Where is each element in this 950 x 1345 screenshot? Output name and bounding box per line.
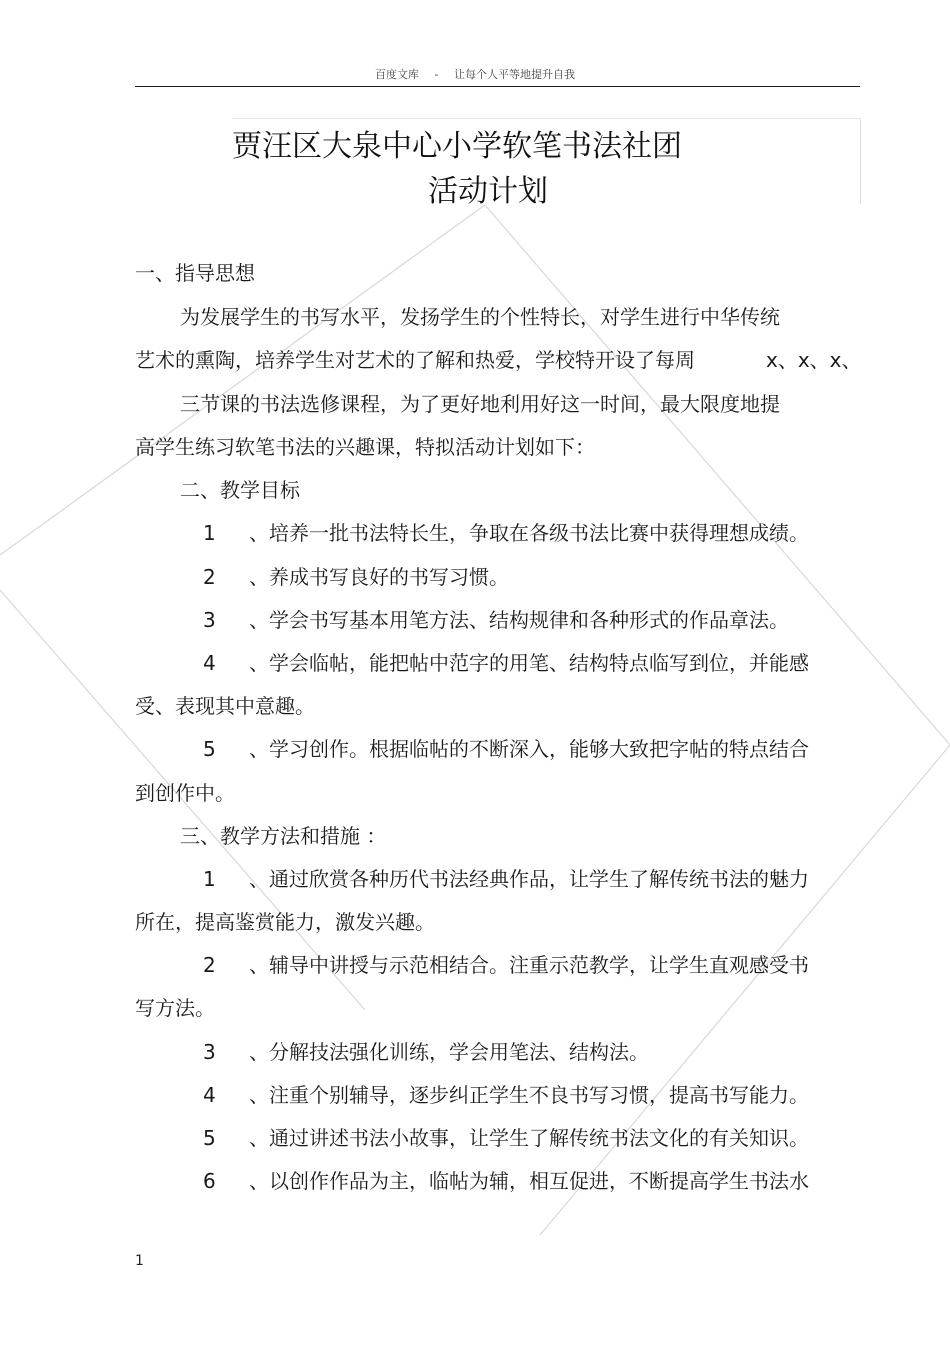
method-number: 1: [203, 867, 216, 891]
document-title: 贾汪区大泉中心小学软笔书法社团: [232, 129, 682, 164]
section1-paragraph-line: 高学生练习软笔书法的兴趣课，特拟活动计划如下：: [135, 435, 595, 459]
goal-item: [203, 521, 809, 545]
page-header: [0, 66, 950, 82]
goal-item: [203, 651, 809, 675]
header-divider: [135, 86, 860, 87]
method-number: 4: [203, 1083, 216, 1107]
header-slogan: 让每个人平等地提升自我: [453, 68, 575, 81]
header-dash: -: [434, 68, 439, 81]
goal-item: [203, 608, 789, 632]
goal-number: 3: [203, 608, 216, 632]
section1-weekdays: x、x、x、: [766, 348, 862, 372]
section2-heading: 二、教学目标: [180, 478, 300, 502]
section1-paragraph-line: 三节课的书法选修课程，为了更好地利用好这一时间，最大限度地提: [180, 392, 780, 416]
method-text: 、辅导中讲授与示范相结合。注重示范教学，让学生直观感受书: [249, 953, 809, 977]
goal-item: [203, 565, 509, 589]
method-number: 3: [203, 1040, 216, 1064]
section1-paragraph-line: 艺术的熏陶，培养学生对艺术的了解和热爱，学校特开设了每周: [135, 348, 695, 372]
goal-text: 、学会书写基本用笔方法、结构规律和各种形式的作品章法。: [249, 608, 789, 632]
page-number: 1: [135, 1253, 144, 1269]
section3-heading: 三、教学方法和措施 ：: [180, 824, 387, 848]
method-number: 2: [203, 953, 216, 977]
method-item: [203, 1040, 649, 1064]
method-continuation: 所在，提高鉴赏能力，激发兴趣。: [135, 910, 435, 934]
goal-continuation: 到创作中。: [135, 781, 235, 805]
section1-heading: 一、指导思想: [135, 261, 255, 285]
header-site-name: 百度文库: [375, 68, 419, 81]
method-item: [203, 1169, 809, 1193]
method-number: 6: [203, 1169, 216, 1193]
document-subtitle: 活动计划: [428, 174, 548, 209]
method-text: 、以创作作品为主，临帖为辅，相互促进，不断提高学生书法水: [249, 1169, 809, 1193]
goal-text: 、养成书写良好的书写习惯。: [249, 565, 509, 589]
section1-paragraph-line: 为发展学生的书写水平，发扬学生的个性特长，对学生进行中华传统: [180, 305, 780, 329]
method-number: 5: [203, 1126, 216, 1150]
method-item: [203, 953, 809, 977]
goal-text: 、学会临帖，能把帖中范字的用笔、结构特点临写到位，并能感: [249, 651, 809, 675]
method-text: 、分解技法强化训练，学会用笔法、结构法。: [249, 1040, 649, 1064]
goal-number: 1: [203, 521, 216, 545]
goal-text: 、培养一批书法特长生，争取在各级书法比赛中获得理想成绩。: [249, 521, 809, 545]
title-frame-top: [232, 118, 860, 119]
goal-number: 2: [203, 565, 216, 589]
method-item: [203, 1083, 809, 1107]
method-item: [203, 867, 809, 891]
method-text: 、通过讲述书法小故事，让学生了解传统书法文化的有关知识。: [249, 1126, 809, 1150]
goal-number: 5: [203, 737, 216, 761]
goal-item: [203, 737, 809, 761]
goal-number: 4: [203, 651, 216, 675]
method-text: 、注重个别辅导，逐步纠正学生不良书写习惯，提高书写能力。: [249, 1083, 809, 1107]
method-continuation: 写方法。: [135, 996, 215, 1020]
method-text: 、通过欣赏各种历代书法经典作品，让学生了解传统书法的魅力: [249, 867, 809, 891]
goal-text: 、学习创作。根据临帖的不断深入，能够大致把字帖的特点结合: [249, 737, 809, 761]
method-item: [203, 1126, 809, 1150]
title-frame-right: [860, 118, 861, 204]
goal-continuation: 受、表现其中意趣。: [135, 694, 315, 718]
